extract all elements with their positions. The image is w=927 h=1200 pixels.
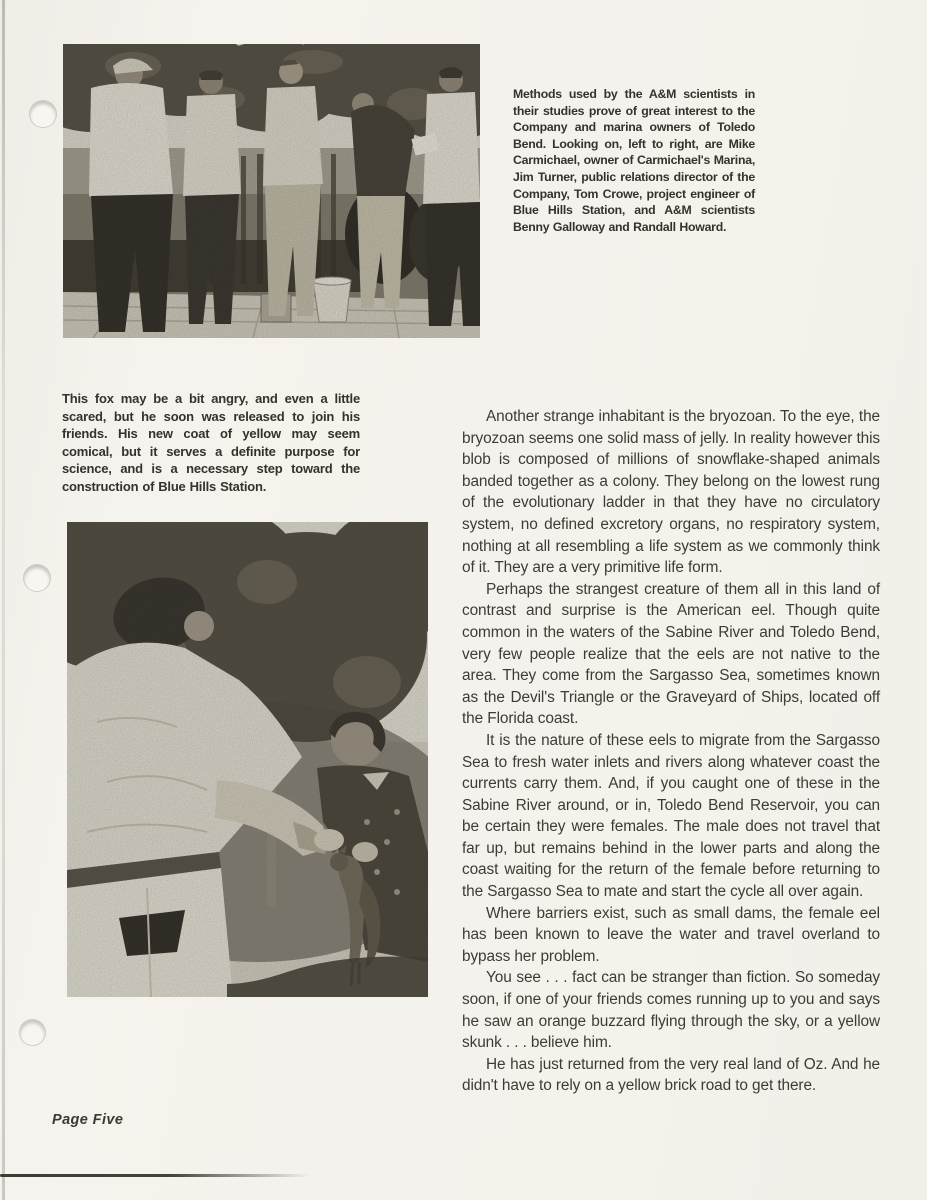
article-paragraph-eel-migration: It is the nature of these eels to migrate from the Sargasso Sea to fresh water inlets and rivers along whatever coast the currents carry them. And, if you caught one of these in the Sabine River around, or in, Toledo Bend Reservoir, you can be certain they were females. The male does not travel that far up, but remains behind in the lower parts and along the coast waiting for the return of the female before returning to the Sargasso Sea to mate and start the cycle all over again. [462, 731, 880, 901]
hole-punch-bottom [19, 1019, 46, 1046]
photo-dock-scientists [63, 44, 480, 338]
photo-grain [63, 44, 480, 338]
article-paragraph-land-of-oz: He has just returned from the very real land of Oz. And he didn't have to rely on a yellow brick road to get there. [462, 1055, 880, 1095]
scan-bottom-edge-line [0, 1174, 310, 1177]
photo-dock-illustration [63, 44, 480, 338]
article-paragraph-barriers: Where barriers exist, such as small dams, the female eel has been known to leave the water and travel overland to bypass her problem. [462, 904, 880, 965]
photo-grain [67, 522, 428, 997]
hole-punch-top [29, 100, 57, 128]
photo-dock-caption: Methods used by the A&M scientists in their studies prove of great interest to the Company and marina owners of Toledo Bend. Looking on, left to right, are Mike Carmichael, owner of Carmichael's Marina, Jim Turner, public relations director of the Company, Tom Crowe, project engineer of Blue Hills Station, and A&M scientists Benny Galloway and Randall Howard. [513, 87, 755, 234]
article-paragraph-fact-fiction: You see . . . fact can be stranger than fiction. So someday soon, if one of your friends comes running up to you and says he saw an orange buzzard flying through the sky, or a yellow skunk . . . believe him. [462, 969, 880, 1052]
photo-fox-release [67, 522, 428, 997]
article-paragraph-bryozoan: Another strange inhabitant is the bryozoan. To the eye, the bryozoan seems one solid mass of jelly. In reality however this blob is composed of millions of snowflake-shaped animals banded together as a colony. They belong on the lowest rung of the evolutionary ladder in that they have no circulatory system, no defined excretory organs, no respiratory system, nothing at all resembling a life system as we commonly think of it. They are a very primitive life form. [462, 408, 880, 577]
article-body [462, 406, 880, 1097]
page-number: Page Five [52, 1112, 124, 1128]
hole-punch-middle [23, 564, 51, 592]
scan-left-edge-line [2, 0, 5, 1200]
article-paragraph-eel-intro: Perhaps the strangest creature of them all in this land of contrast and surprise is the American eel. Though quite common in the waters of the Sabine River and Toledo Bend, very few people realize that the eels are not native to the area. They come from the Sargasso Sea, sometimes known as the Devil's Triangle or the Graveyard of Ships, located off the Florida coast. [462, 580, 880, 728]
photo-fox-caption: This fox may be a bit angry, and even a little scared, but he soon was released to join his friends. His new coat of yellow may seem comical, but it serves a definite purpose for science, and is a necessary step toward the construction of Blue Hills Station. [62, 391, 360, 494]
photo-fox-illustration [67, 522, 428, 997]
